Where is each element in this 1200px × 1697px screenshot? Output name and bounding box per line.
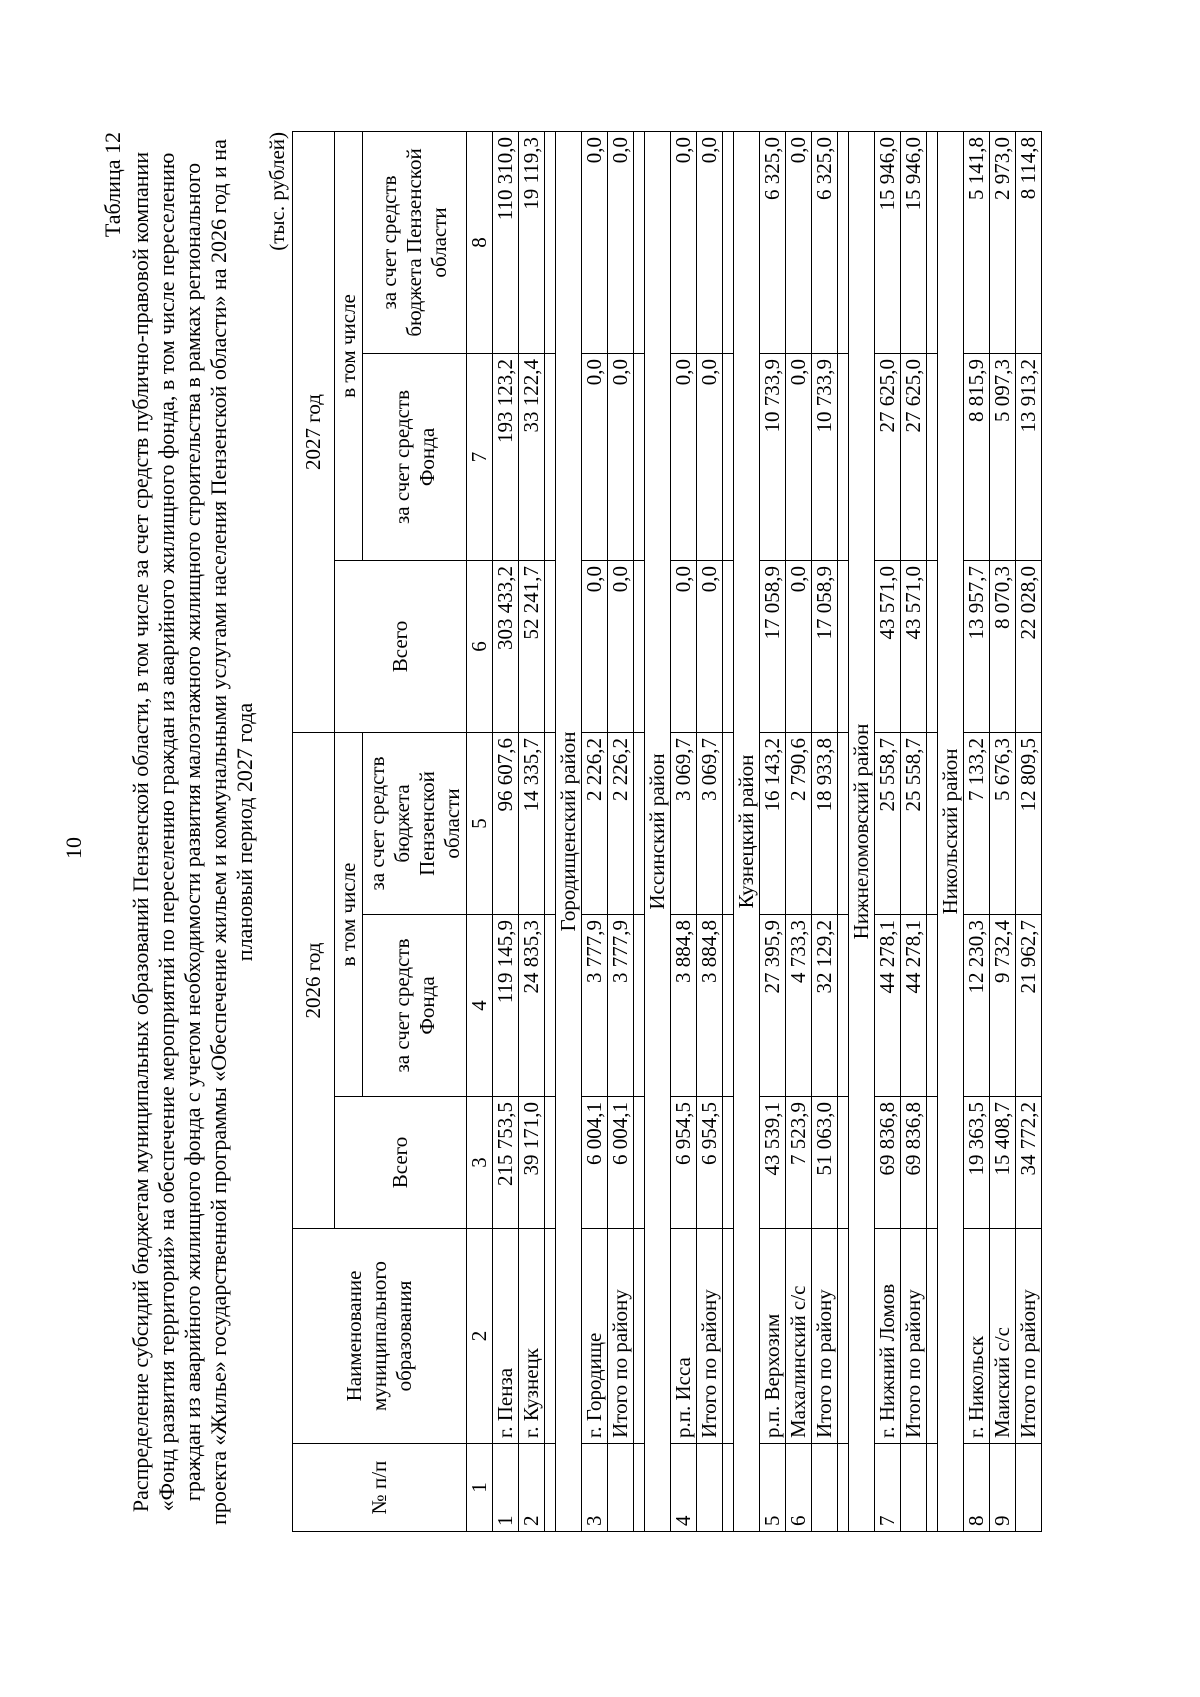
municipality-name-cell: г. Кузнецк [519, 1229, 545, 1444]
total-2026-cell: 39 171,0 [519, 1097, 545, 1229]
table-row [990, 131, 1016, 1531]
column-number: 3 [467, 1097, 493, 1229]
total-2027-cell: 0,0 [697, 560, 723, 732]
region-title: Кузнецкий район [734, 131, 760, 1531]
spacer-cell [723, 1229, 734, 1444]
spacer-cell [927, 1444, 938, 1532]
total-2026-cell: 69 836,8 [901, 1097, 927, 1229]
row-number-cell: 7 [875, 1444, 901, 1532]
spacer-cell [545, 915, 556, 1097]
row-number-cell [608, 1444, 634, 1532]
header-fund-2026: за счет средств Фонда [363, 915, 467, 1097]
row-number-cell: 8 [964, 1444, 990, 1532]
row-number-cell: 3 [582, 1444, 608, 1532]
total-2026-cell: 215 753,5 [493, 1097, 519, 1229]
municipality-name-cell: г. Пенза [493, 1229, 519, 1444]
spacer-cell [545, 1097, 556, 1229]
municipality-name-cell: Итого по району [608, 1229, 634, 1444]
spacer-cell [838, 732, 849, 914]
fund-2026-cell: 3 884,8 [697, 915, 723, 1097]
spacer-cell [545, 1229, 556, 1444]
budget-2027-cell: 6 325,0 [760, 131, 786, 353]
region-title: Никольский район [938, 131, 964, 1531]
municipality-name-cell: Итого по району [697, 1229, 723, 1444]
municipality-name-cell: Итого по району [812, 1229, 838, 1444]
total-2027-cell: 0,0 [582, 560, 608, 732]
fund-2027-cell: 10 733,9 [812, 353, 838, 560]
budget-2026-cell: 25 558,7 [901, 732, 927, 914]
spacer-cell [723, 560, 734, 732]
spacer-cell [838, 915, 849, 1097]
fund-2027-cell: 0,0 [608, 353, 634, 560]
budget-2027-cell: 15 946,0 [901, 131, 927, 353]
budget-2026-cell: 14 335,7 [519, 732, 545, 914]
budget-2026-cell: 16 143,2 [760, 732, 786, 914]
region-title: Иссинский район [645, 131, 671, 1531]
fund-2027-cell: 193 123,2 [493, 353, 519, 560]
fund-2027-cell: 27 625,0 [875, 353, 901, 560]
header-budget-2027: за счет средств бюджета Пензенской области [363, 131, 467, 353]
table-row [671, 131, 697, 1531]
budget-2027-cell: 0,0 [608, 131, 634, 353]
total-2027-cell: 52 241,7 [519, 560, 545, 732]
fund-2027-cell: 0,0 [697, 353, 723, 560]
fund-2026-cell: 12 230,3 [964, 915, 990, 1097]
header-incl-2027: в том числе [335, 131, 363, 560]
fund-2027-cell: 8 815,9 [964, 353, 990, 560]
spacer-row [634, 131, 645, 1531]
spacer-cell [927, 560, 938, 732]
total-2026-cell: 15 408,7 [990, 1097, 1016, 1229]
header-year-2026: 2026 год [293, 732, 335, 1228]
header-budget-2026: за счет средств бюджета Пензенской области [363, 732, 467, 914]
table-row [1016, 131, 1042, 1531]
budget-2026-cell: 2 790,6 [786, 732, 812, 914]
total-2027-cell: 22 028,0 [1016, 560, 1042, 732]
table-row [875, 131, 901, 1531]
total-2026-cell: 7 523,9 [786, 1097, 812, 1229]
spacer-cell [927, 915, 938, 1097]
spacer-row [545, 131, 556, 1531]
table-row [582, 131, 608, 1531]
budget-2026-cell: 96 607,6 [493, 732, 519, 914]
municipality-name-cell: Махалинский с/с [786, 1229, 812, 1444]
fund-2026-cell: 44 278,1 [875, 915, 901, 1097]
municipality-name-cell: г. Городище [582, 1229, 608, 1444]
spacer-cell [545, 131, 556, 353]
column-number: 7 [467, 353, 493, 560]
page-number: 10 [61, 837, 86, 859]
spacer-cell [634, 732, 645, 914]
municipality-name-cell: Итого по району [901, 1229, 927, 1444]
fund-2026-cell: 3 777,9 [582, 915, 608, 1097]
budget-2026-cell: 7 133,2 [964, 732, 990, 914]
spacer-cell [838, 353, 849, 560]
budget-2026-cell: 12 809,5 [1016, 732, 1042, 914]
row-number-cell: 2 [519, 1444, 545, 1532]
spacer-cell [634, 1444, 645, 1532]
fund-2027-cell: 13 913,2 [1016, 353, 1042, 560]
spacer-cell [838, 1229, 849, 1444]
column-number: 6 [467, 560, 493, 732]
total-2026-cell: 51 063,0 [812, 1097, 838, 1229]
total-2026-cell: 6 004,1 [608, 1097, 634, 1229]
spacer-cell [634, 131, 645, 353]
total-2027-cell: 0,0 [671, 560, 697, 732]
region-row [734, 131, 760, 1531]
spacer-cell [838, 131, 849, 353]
total-2026-cell: 34 772,2 [1016, 1097, 1042, 1229]
spacer-cell [927, 1229, 938, 1444]
table-row [760, 131, 786, 1531]
header-fund-2027: за счет средств Фонда [363, 353, 467, 560]
subsidy-table [292, 131, 1042, 1532]
total-2027-cell: 43 571,0 [901, 560, 927, 732]
total-2027-cell: 8 070,3 [990, 560, 1016, 732]
fund-2027-cell: 0,0 [582, 353, 608, 560]
budget-2027-cell: 2 973,0 [990, 131, 1016, 353]
budget-2027-cell: 110 310,0 [493, 131, 519, 353]
table-header [293, 131, 493, 1531]
header-name: Наименование муниципального образования [293, 1229, 467, 1444]
spacer-cell [838, 1097, 849, 1229]
budget-2027-cell: 0,0 [697, 131, 723, 353]
spacer-cell [838, 560, 849, 732]
column-number: 1 [467, 1444, 493, 1532]
row-number-cell: 4 [671, 1444, 697, 1532]
spacer-cell [927, 1097, 938, 1229]
row-number-cell [1016, 1444, 1042, 1532]
spacer-row [927, 131, 938, 1531]
fund-2027-cell: 33 122,4 [519, 353, 545, 560]
fund-2026-cell: 9 732,4 [990, 915, 1016, 1097]
header-incl-2026: в том числе [335, 732, 363, 1096]
units-label: (тыс. рублей) [265, 132, 289, 251]
spacer-cell [545, 353, 556, 560]
budget-2026-cell: 5 676,3 [990, 732, 1016, 914]
budget-2027-cell: 19 119,3 [519, 131, 545, 353]
spacer-cell [545, 732, 556, 914]
budget-2027-cell: 8 114,8 [1016, 131, 1042, 353]
spacer-cell [723, 131, 734, 353]
table-row [964, 131, 990, 1531]
spacer-cell [927, 131, 938, 353]
table-row [812, 131, 838, 1531]
budget-2027-cell: 15 946,0 [875, 131, 901, 353]
budget-2027-cell: 0,0 [582, 131, 608, 353]
fund-2026-cell: 119 145,9 [493, 915, 519, 1097]
column-number: 2 [467, 1229, 493, 1444]
header-total-2026: Всего [335, 1097, 467, 1229]
table-row [786, 131, 812, 1531]
budget-2027-cell: 0,0 [671, 131, 697, 353]
fund-2026-cell: 3 884,8 [671, 915, 697, 1097]
header-total-2027: Всего [335, 560, 467, 732]
total-2026-cell: 19 363,5 [964, 1097, 990, 1229]
table-row [493, 131, 519, 1531]
spacer-cell [545, 1444, 556, 1532]
spacer-cell [723, 915, 734, 1097]
spacer-cell [634, 1097, 645, 1229]
fund-2027-cell: 10 733,9 [760, 353, 786, 560]
fund-2026-cell: 4 733,3 [786, 915, 812, 1097]
column-number: 5 [467, 732, 493, 914]
total-2026-cell: 6 954,5 [671, 1097, 697, 1229]
total-2026-cell: 69 836,8 [875, 1097, 901, 1229]
fund-2027-cell: 0,0 [786, 353, 812, 560]
document-sheet [100, 132, 1042, 1532]
fund-2026-cell: 27 395,9 [760, 915, 786, 1097]
total-2026-cell: 43 539,1 [760, 1097, 786, 1229]
column-numbers-row [467, 131, 493, 1531]
total-2027-cell: 0,0 [608, 560, 634, 732]
municipality-name-cell: р.п. Исса [671, 1229, 697, 1444]
table-label: Таблица 12 [100, 132, 125, 238]
fund-2026-cell: 21 962,7 [1016, 915, 1042, 1097]
spacer-cell [927, 732, 938, 914]
column-number: 4 [467, 915, 493, 1097]
spacer-row [723, 131, 734, 1531]
table-row [608, 131, 634, 1531]
region-row [849, 131, 875, 1531]
total-2026-cell: 6 004,1 [582, 1097, 608, 1229]
budget-2027-cell: 6 325,0 [812, 131, 838, 353]
fund-2027-cell: 27 625,0 [901, 353, 927, 560]
spacer-cell [838, 1444, 849, 1532]
total-2027-cell: 43 571,0 [875, 560, 901, 732]
total-2026-cell: 6 954,5 [697, 1097, 723, 1229]
budget-2026-cell: 3 069,7 [671, 732, 697, 914]
table-row [519, 131, 545, 1531]
region-row [556, 131, 582, 1531]
municipality-name-cell: г. Никольск [964, 1229, 990, 1444]
row-number-cell: 6 [786, 1444, 812, 1532]
municipality-name-cell: Маиский с/с [990, 1229, 1016, 1444]
spacer-row [838, 131, 849, 1531]
column-number: 8 [467, 131, 493, 353]
row-number-cell: 5 [760, 1444, 786, 1532]
spacer-cell [927, 353, 938, 560]
fund-2027-cell: 0,0 [671, 353, 697, 560]
spacer-cell [634, 353, 645, 560]
budget-2026-cell: 18 933,8 [812, 732, 838, 914]
table-body [493, 131, 1042, 1531]
fund-2026-cell: 24 835,3 [519, 915, 545, 1097]
total-2027-cell: 0,0 [786, 560, 812, 732]
budget-2027-cell: 0,0 [786, 131, 812, 353]
fund-2026-cell: 44 278,1 [901, 915, 927, 1097]
spacer-cell [634, 915, 645, 1097]
budget-2027-cell: 5 141,8 [964, 131, 990, 353]
total-2027-cell: 13 957,7 [964, 560, 990, 732]
municipality-name-cell: Итого по району [1016, 1229, 1042, 1444]
municipality-name-cell: г. Нижний Ломов [875, 1229, 901, 1444]
spacer-cell [634, 1229, 645, 1444]
region-title: Нижнеломовский район [849, 131, 875, 1531]
budget-2026-cell: 25 558,7 [875, 732, 901, 914]
spacer-cell [723, 732, 734, 914]
spacer-cell [723, 1444, 734, 1532]
fund-2026-cell: 32 129,2 [812, 915, 838, 1097]
header-year-2027: 2027 год [293, 131, 335, 732]
fund-2027-cell: 5 097,3 [990, 353, 1016, 560]
fund-2026-cell: 3 777,9 [608, 915, 634, 1097]
region-row [645, 131, 671, 1531]
region-title: Городищенский район [556, 131, 582, 1531]
total-2027-cell: 17 058,9 [760, 560, 786, 732]
budget-2026-cell: 2 226,2 [582, 732, 608, 914]
header-npp: № п/п [293, 1444, 467, 1532]
row-number-cell [697, 1444, 723, 1532]
budget-2026-cell: 2 226,2 [608, 732, 634, 914]
row-number-cell: 1 [493, 1444, 519, 1532]
total-2027-cell: 17 058,9 [812, 560, 838, 732]
spacer-cell [723, 1097, 734, 1229]
spacer-cell [634, 560, 645, 732]
spacer-cell [723, 353, 734, 560]
municipality-name-cell: р.п. Верхозим [760, 1229, 786, 1444]
document-title: Распределение субсидий бюджетам муниципальных образований Пензенской области, в том числе за счет средств публично-правовой компании «Фонд развития территорий» на обеспечение мероприятий по переселению граждан из аварийного жилищного фонда, в том числе переселению граждан из аварийного жилищного фонда с учетом необходимости развития малоэтажного жилищного строительства в рамках регионального проекта «Жилье» государственной программы «Обеспечение жильем и коммунальными услугами населения Пензенской области» на 2026 год и на плановый период 2027 года [128, 139, 257, 1525]
spacer-cell [545, 560, 556, 732]
row-number-cell [812, 1444, 838, 1532]
row-number-cell: 9 [990, 1444, 1016, 1532]
row-number-cell [901, 1444, 927, 1532]
table-row [697, 131, 723, 1531]
table-row [901, 131, 927, 1531]
region-row [938, 131, 964, 1531]
budget-2026-cell: 3 069,7 [697, 732, 723, 914]
total-2027-cell: 303 433,2 [493, 560, 519, 732]
